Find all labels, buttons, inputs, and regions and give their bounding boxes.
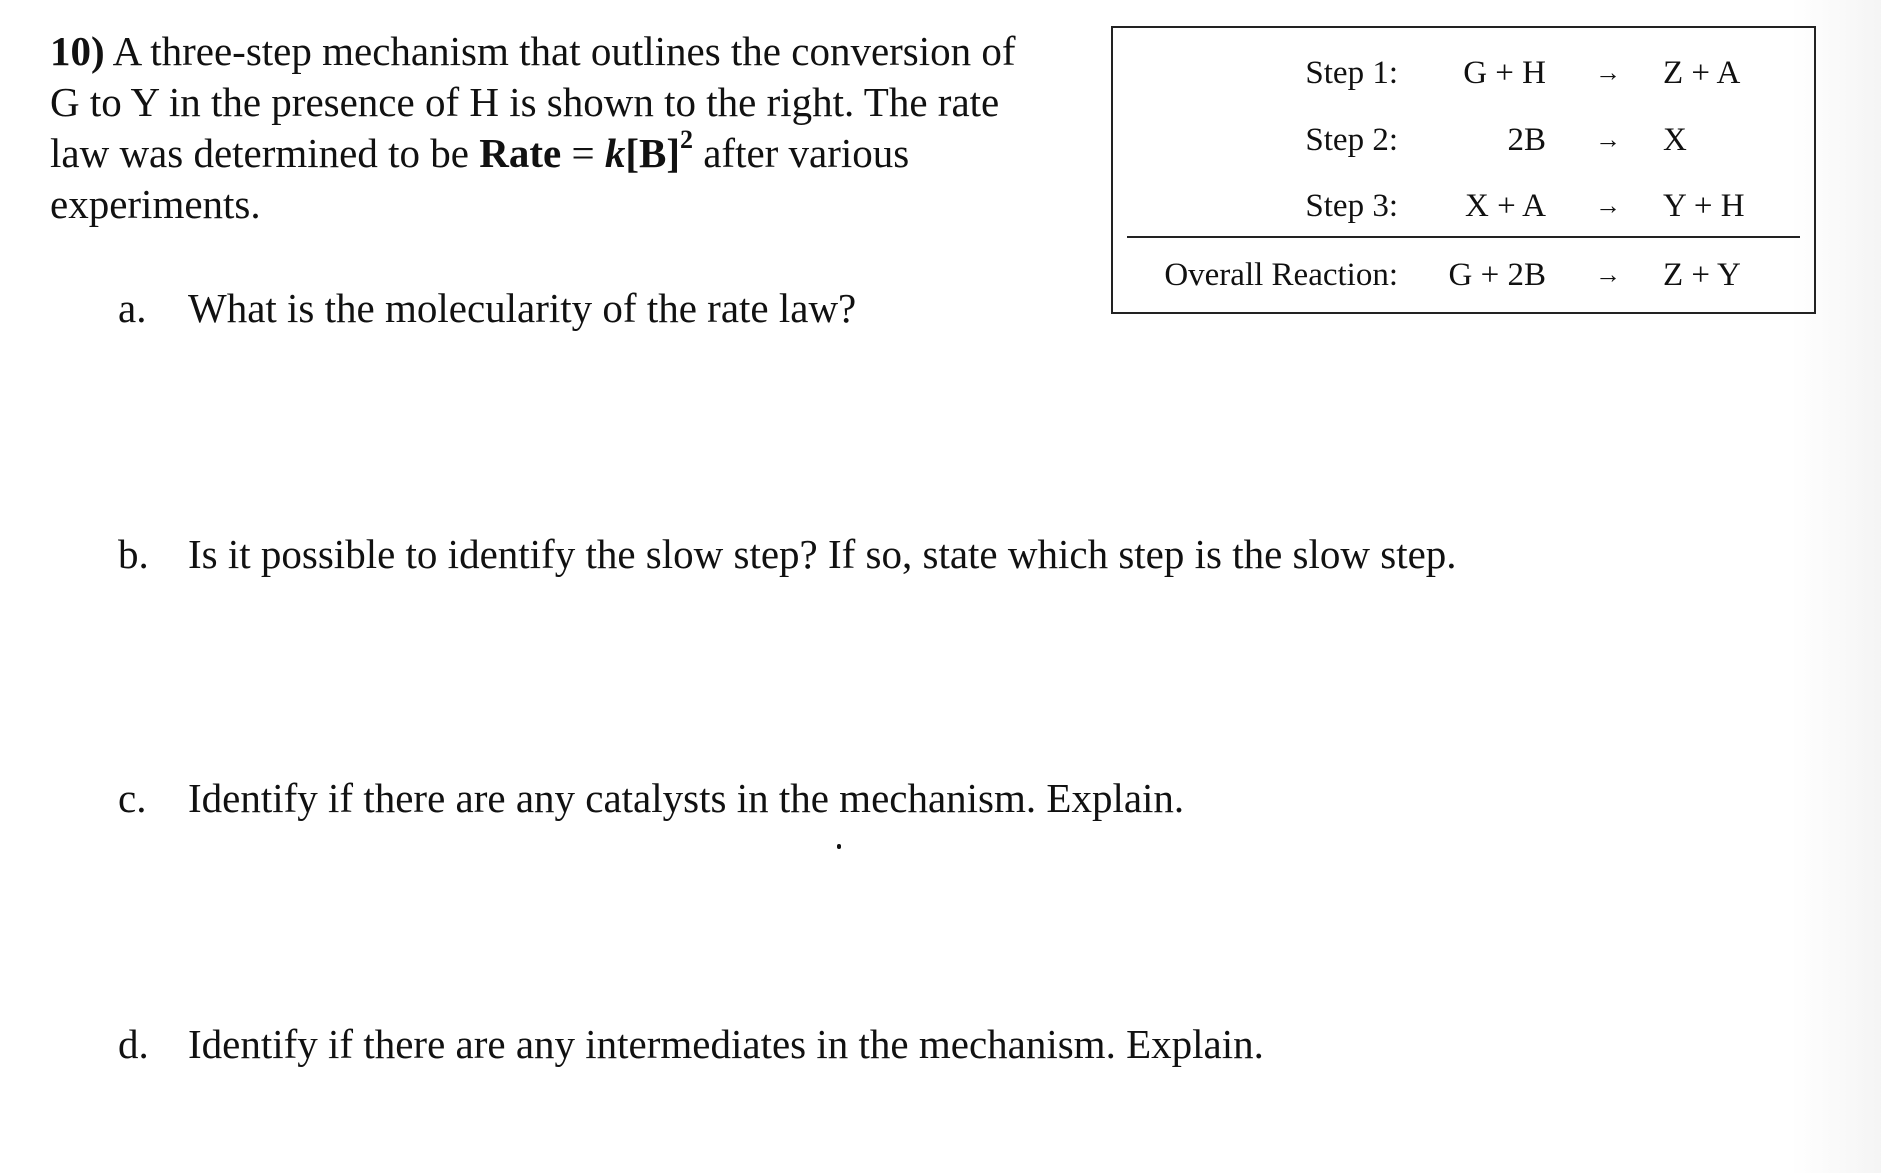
mechanism-overall <box>1113 255 1814 295</box>
rate-equals: = <box>561 130 605 176</box>
reaction-arrow-icon: → <box>1595 58 1621 87</box>
part-letter: b. <box>118 531 149 577</box>
reaction-arrow-icon: → <box>1595 191 1621 220</box>
overall-products: Z + Y <box>1663 257 1741 293</box>
step-products: X <box>1663 122 1687 158</box>
step-reactants: X + A <box>1465 188 1546 224</box>
overall-reactants: G + 2B <box>1448 257 1546 293</box>
reaction-arrow-icon: → <box>1595 125 1621 154</box>
rate-constant: k <box>604 130 626 176</box>
step-products: Z + A <box>1663 55 1741 91</box>
question-intro <box>50 26 1060 230</box>
part-a <box>118 283 856 333</box>
part-d <box>118 1019 1264 1069</box>
intro-line-1-text: A three-step mechanism that outlines the conversion of <box>104 28 1016 74</box>
mechanism-step-2 <box>1113 120 1814 160</box>
question-number: 10) <box>50 28 105 74</box>
rate-concentration: [B] <box>625 130 680 176</box>
ink-speck <box>837 844 841 849</box>
step-reactants: G + H <box>1463 55 1546 91</box>
reaction-arrow-icon: → <box>1595 260 1621 289</box>
step-label: Step 3: <box>1305 188 1398 224</box>
intro-line-1 <box>50 26 1060 77</box>
intro-line-4: experiments. <box>50 181 261 227</box>
part-text: Identify if there are any catalysts in the mechanism. Explain. <box>188 775 1185 821</box>
mechanism-table <box>1111 26 1816 314</box>
overall-label: Overall Reaction: <box>1164 257 1398 293</box>
step-products: Y + H <box>1663 188 1745 224</box>
mechanism-step-3 <box>1113 186 1814 226</box>
step-reactants: 2B <box>1507 122 1546 158</box>
part-text: What is the molecularity of the rate law? <box>188 285 857 331</box>
part-text: Is it possible to identify the slow step? If so, state which step is the slow step. <box>188 531 1457 577</box>
intro-line-3-suffix: after various <box>692 130 910 176</box>
intro-line-3-prefix: law was determined to be <box>50 130 480 176</box>
rate-label: Rate <box>479 130 562 176</box>
intro-line-3 <box>50 125 1060 179</box>
mechanism-step-1 <box>1113 53 1814 93</box>
part-letter: c. <box>118 775 147 821</box>
part-text: Identify if there are any intermediates in the mechanism. Explain. <box>188 1021 1264 1067</box>
part-letter: a. <box>118 285 147 331</box>
step-label: Step 1: <box>1305 55 1398 91</box>
part-b <box>118 529 1457 579</box>
mechanism-divider <box>1127 236 1800 238</box>
part-letter: d. <box>118 1021 149 1067</box>
part-c <box>118 773 1184 823</box>
intro-line-2: G to Y in the presence of H is shown to the right. The rate <box>50 79 1000 125</box>
rate-exponent: 2 <box>679 125 693 155</box>
step-label: Step 2: <box>1305 122 1398 158</box>
